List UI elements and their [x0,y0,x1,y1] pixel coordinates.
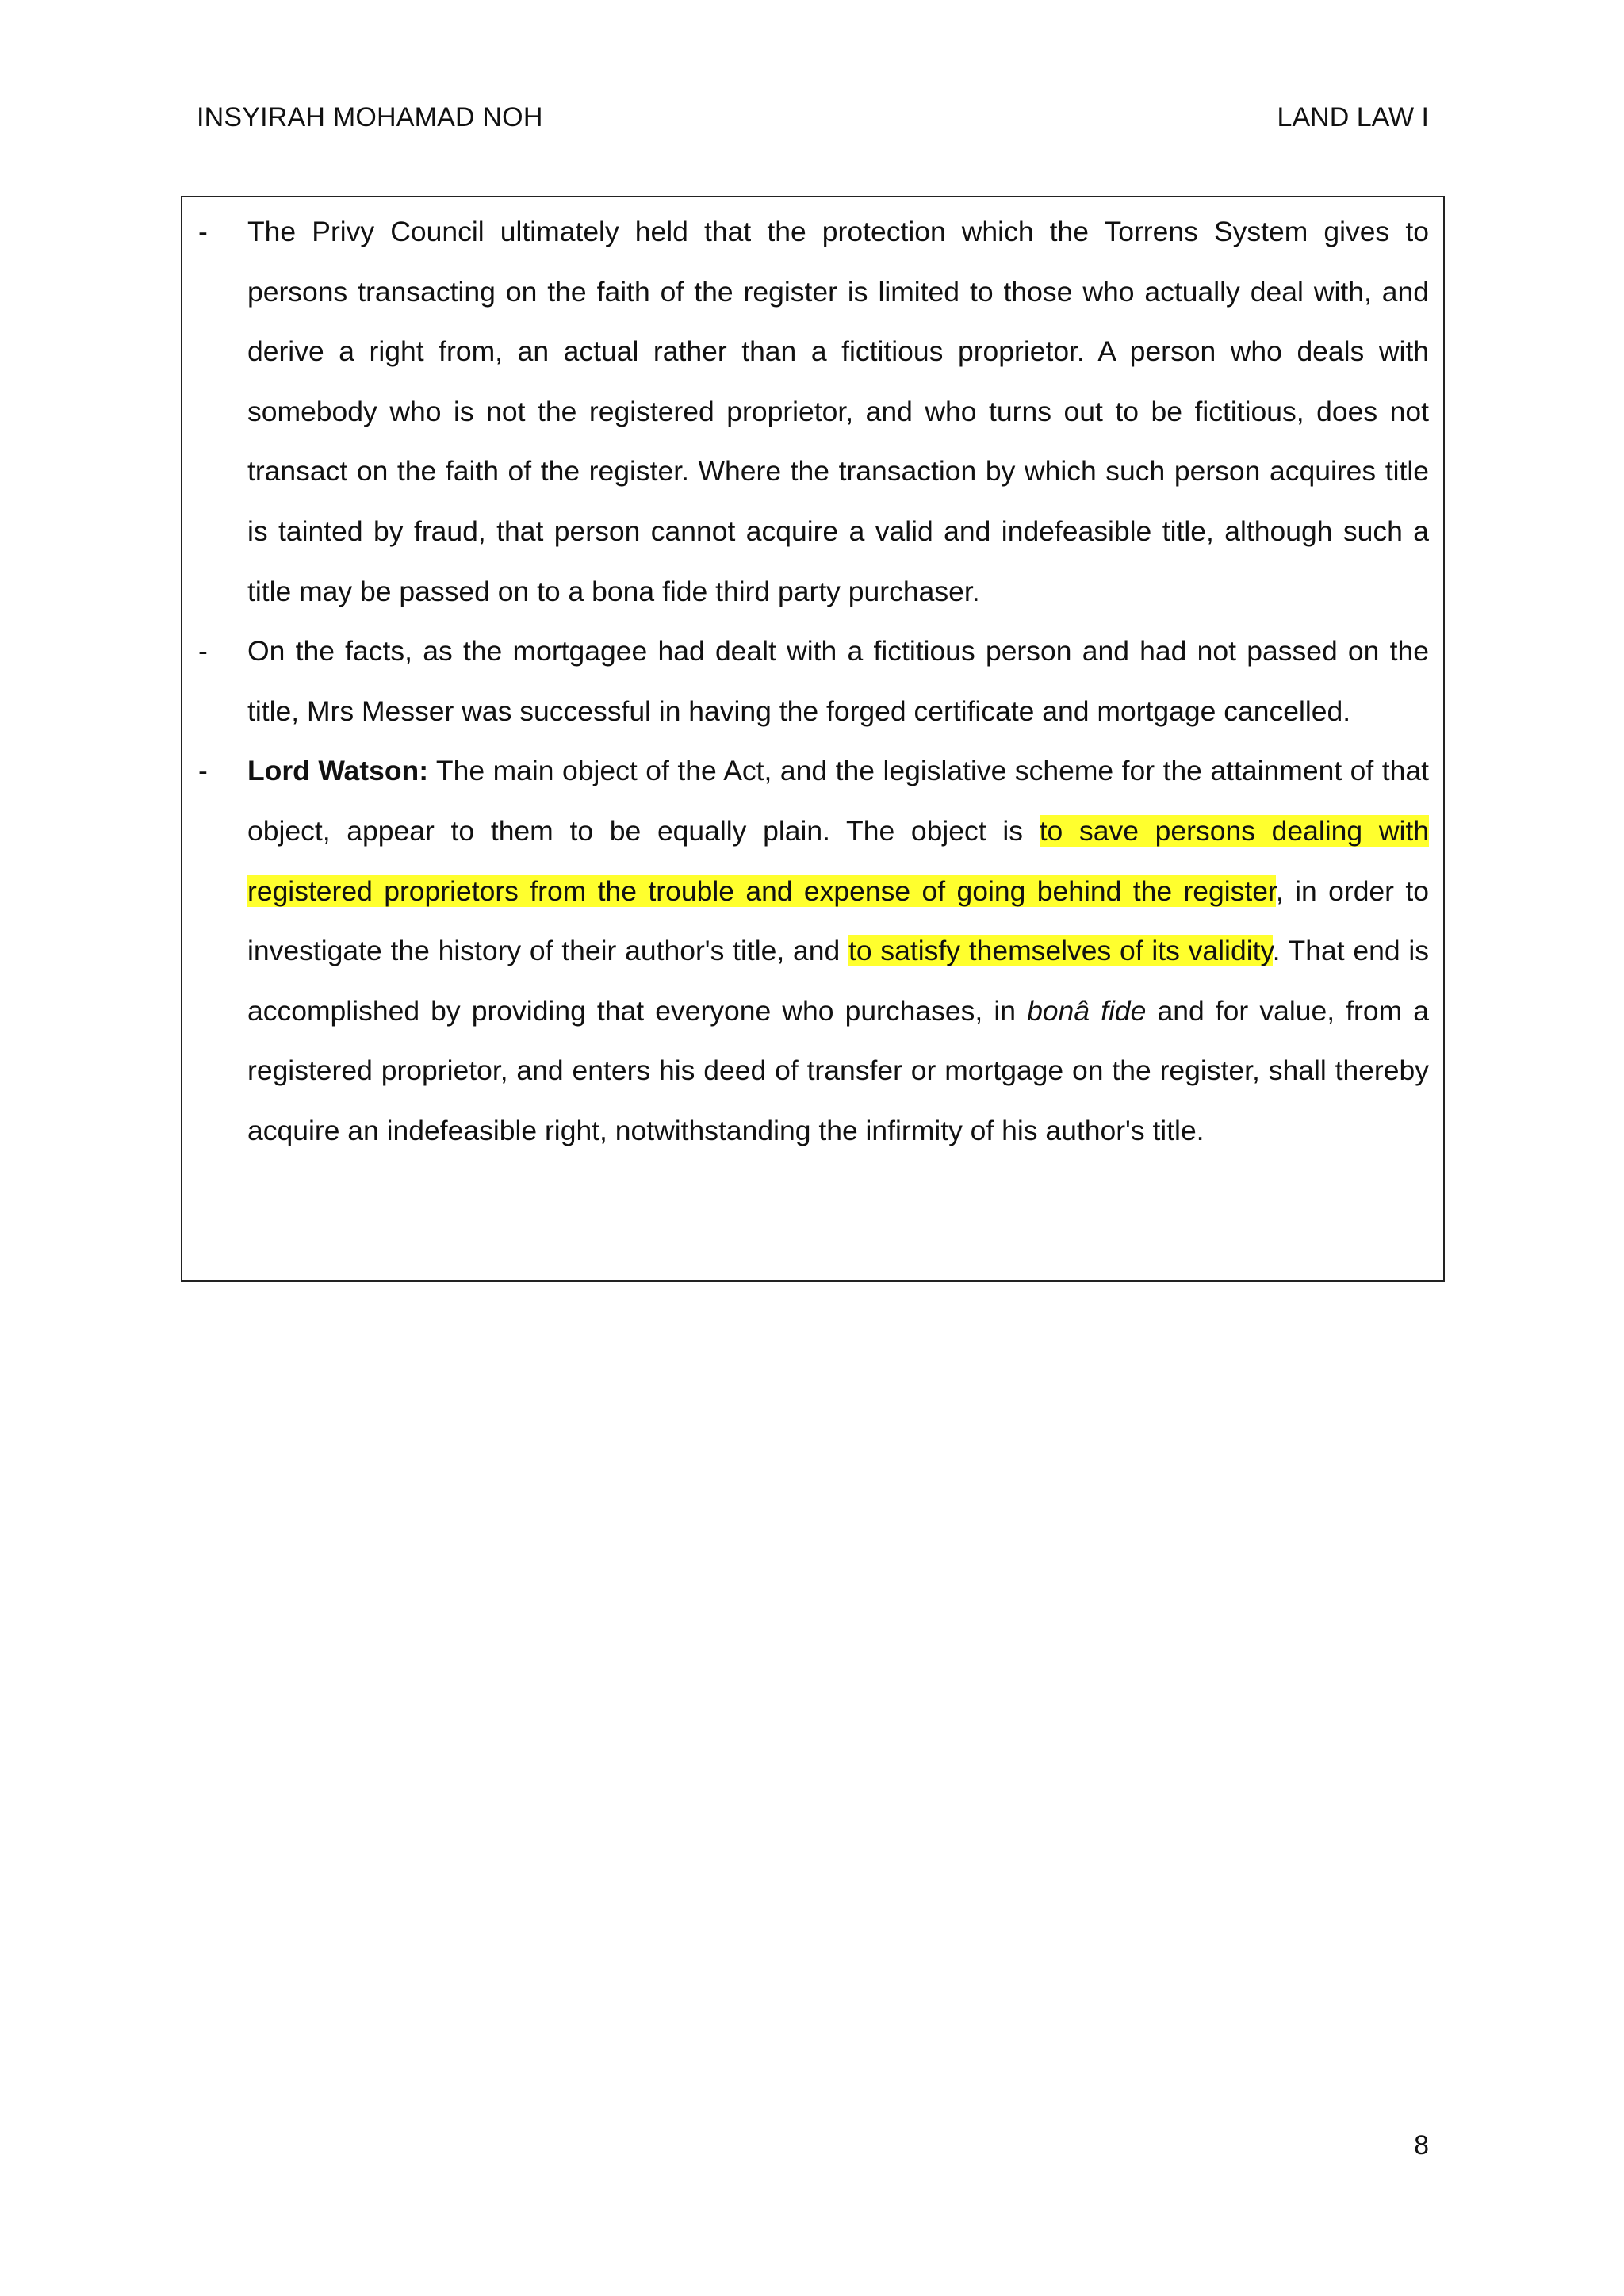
list-item [198,202,1429,622]
highlighted-text: to save persons dealing with registered proprietors from the trouble and expense of going behind the register [247,814,1429,907]
italic-term: bonâ fide [1027,994,1147,1027]
bullet-dash: - [198,216,208,247]
page-number: 8 [1414,2130,1429,2160]
facts-text: On the facts, as the mortgagee had dealt with a fictitious person and had not passed on the title, Mrs Messer was successful in having the forged certificate and mortgage cancelled. [247,635,1429,727]
quote-text: , in order to investigate the history of their author's title, and [247,874,1429,967]
header-subject: LAND LAW I [1277,102,1429,132]
speaker-name: Lord Watson: [247,755,429,787]
quote-text: . That end is accomplished by providing that everyone who purchases, in [247,935,1429,1027]
highlighted-text: to satisfy themselves of its validity [848,935,1273,967]
quote-text: and for value, from a registered proprietor, and enters his deed of transfer or mortgage on the register, shall thereby acquire an indefeasible right, notwithstanding the infirmity of his author's title. [247,994,1429,1146]
quote-text: The main object of the Act, and the legislative scheme for the attainment of that object, appear to them to be equally plain. The object is [247,755,1430,847]
bullet-dash: - [198,635,208,668]
list-item [198,741,1429,1161]
list-item [198,622,1429,741]
case-notes-box [181,196,1445,1282]
holding-text: The Privy Council ultimately held that the protection which the Torrens System gives to persons transacting on the faith of the register is limited to those who actually deal with, and derive a right from, an actual rather than a fictitious proprietor. A person who deals with somebody who is not the registered proprietor, and who turns out to be fictitious, does not transact on the faith of the register. Where the transaction by which such person acquires title is tainted by fraud, that person cannot acquire a valid and indefeasible title, although such a title may be passed on to a bona fide third party purchaser. [247,216,1429,607]
case-notes-list [198,202,1429,1161]
header-author: INSYIRAH MOHAMAD NOH [197,102,543,132]
bullet-dash: - [198,755,208,787]
